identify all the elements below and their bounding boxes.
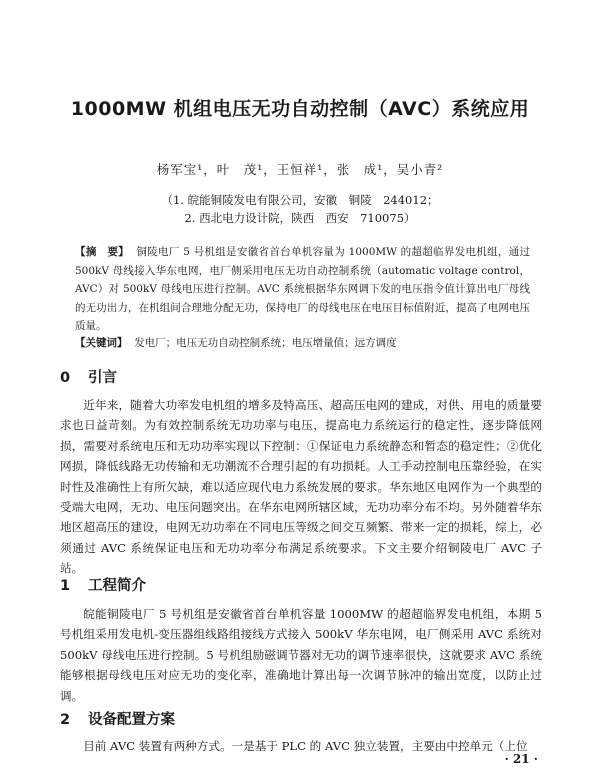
section-title: 设备配置方案 (88, 712, 175, 728)
affiliation-line-2: 2. 西北电力设计院，陕西 西安 710075） (184, 211, 416, 225)
section-number: 0 (60, 370, 71, 386)
affiliation-line-1: （1. 皖能铜陵发电有限公司，安徽 铜陵 244012； (161, 193, 439, 207)
abstract-label: 【摘 要】 (75, 246, 130, 258)
keywords-text: 发电厂；电压无功自动控制系统；电压增量值；远方调度 (134, 337, 397, 349)
author-list: 杨军宝¹，叶 茂¹，王恒祥¹，张 成¹，吴小青² (156, 162, 444, 177)
section-heading-project (60, 574, 146, 595)
section-body-project: 皖能铜陵电厂 5 号机组是安徽省首台单机容量 1000MW 的超超临界发电机组，本期 5 号机组采用发电机-变压器组线路组接线方式接入 500kV 华东电网，电厂侧采用 AVC 系统对 500kV 母线电压进行控制。5 号机组励磁调节器对无功的调节速率很快，这就要求 AVC 系统能够根据母线电压对应无功的变化率，准确地计算出每一次调节脉冲的输出宽度，以防止过调。 (60, 607, 542, 703)
section-title: 工程简介 (88, 578, 146, 594)
section-number: 2 (60, 712, 71, 728)
keywords-label: 【关键词】 (75, 337, 128, 349)
section-body-intro: 近年来，随着大功率发电机组的增多及特高压、超高压电网的建成，对供、用电的质量要求也日益苛刻。为有效控制系统无功功率与电压，提高电力系统运行的稳定性，逐步降低网损，需要对系统电压和无功功率实现以下控制：①保证电力系统静态和暂态的稳定性；②优化网损，降低线路无功传输和无功潮流不合理引起的有功损耗。人工手动控制电压靠经验，在实时性及准确性上有所欠缺，难以适应现代电力系统发展的要求。华东地区电网作为一个典型的受端大电网，无功、电压问题突出。在华东电网所辖区域，无功功率分布不均。另外随着华东地区超高压的建设，电网无功功率在不同电压等级之间交互频繁、带来一定的损耗，综上，必须通过 AVC 系统保证电压和无功功率分布满足系统要求。下文主要介绍铜陵电厂 AVC 子站。 (60, 398, 542, 576)
keywords-block (75, 334, 530, 352)
paper-title: 1000MW 机组电压无功自动控制（AVC）系统应用 (70, 98, 530, 120)
section-heading-intro (60, 366, 117, 387)
abstract-text: 铜陵电厂 5 号机组是安徽省首台单机容量为 1000MW 的超超临界发电机组，通过 500kV 母线接入华东电网，电厂侧采用电压无功自动控制系统（automatic voltage control，AVC）对 500kV 母线电压进行控制。AVC 系统根据华东网调下发的电压指令值计算出电厂母线的无功出力，在机组间合理地分配无功，保持电厂的母线电压在电压目标值附近，提高了电网电压质量。 (75, 246, 531, 332)
section-number: 1 (60, 578, 71, 594)
section-heading-equipment (60, 708, 175, 729)
section-body-equipment: 目前 AVC 装置有两种方式。一是基于 PLC 的 AVC 独立装置，主要由中控单元（上位 (83, 739, 528, 753)
section-title: 引言 (88, 370, 117, 386)
page-number: · 21 · (504, 752, 538, 766)
abstract-block (75, 243, 530, 336)
